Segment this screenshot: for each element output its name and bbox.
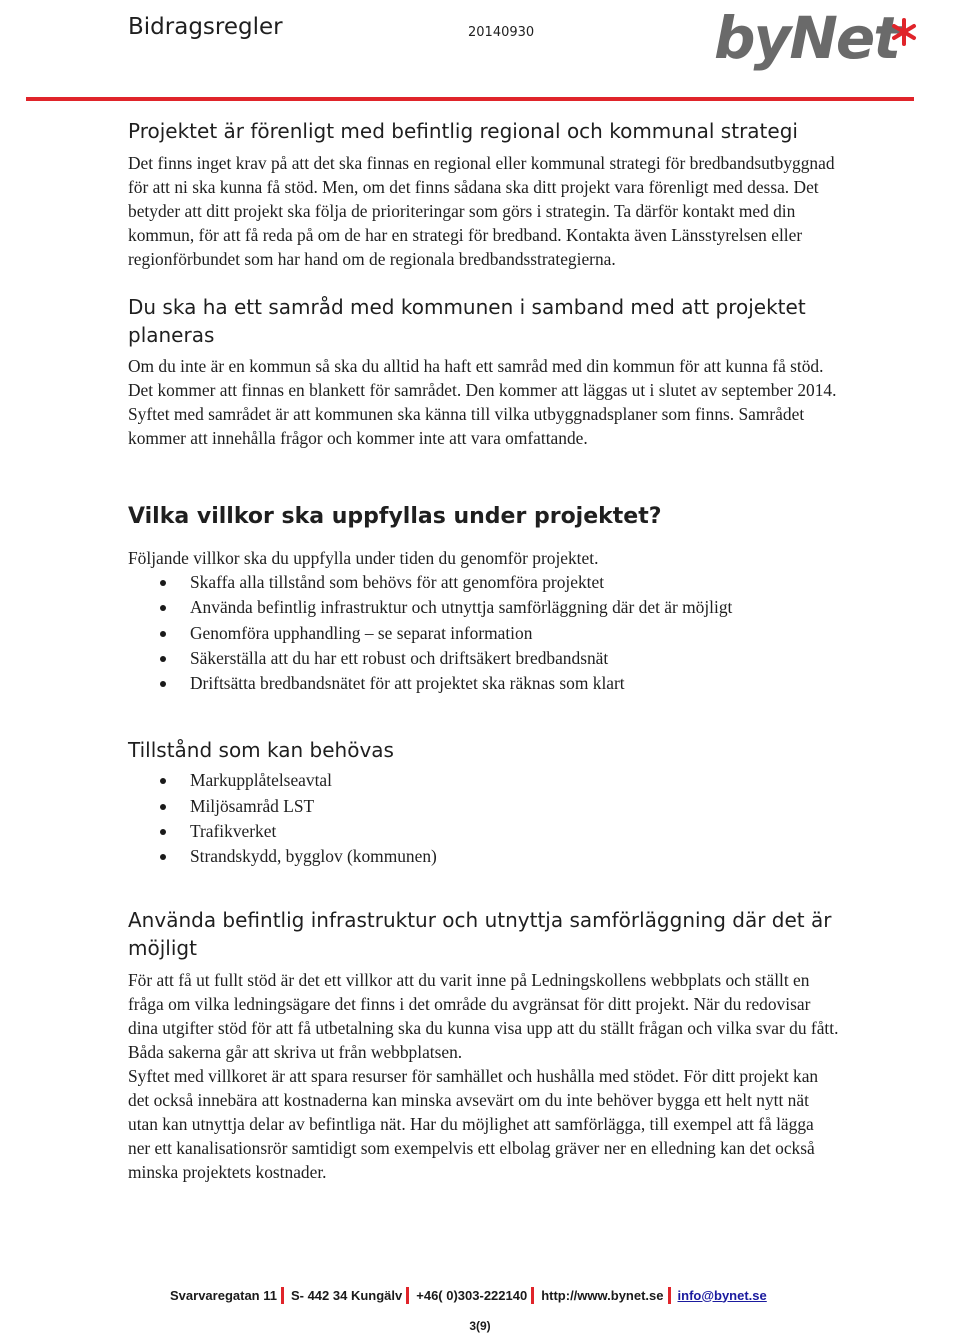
page-footer [170,1285,810,1305]
footer-postal: S- 442 34 Kungälv [290,1287,403,1303]
list-item: Strandskydd, bygglov (kommunen) [128,844,840,869]
section-strategy [128,117,840,271]
page-number: 3(9) [469,1319,491,1333]
footer-separator [406,1287,409,1304]
document-title: Bidragsregler [128,14,283,40]
footer-separator [531,1287,534,1304]
list-item: Skaffa alla tillstånd som behövs för att genomföra projektet [128,570,840,595]
section-heading: Använda befintlig infrastruktur och utnyttja samförläggning där det är möjligt [128,907,832,960]
list-item: Trafikverket [128,819,840,844]
document-date: 20140930 [468,25,535,40]
section-paragraph: Syftet med villkoret är att spara resurser för samhället och hushålla med stödet. För ditt projekt kan det också innebära att kostnaderna kan minska avsevärt om du inte behöver bygga ett helt nytt nät utan kan utnyttja delar av befintliga nät. Har du möjlighet att samförlägga, till exempel att få lägga ner ett kanalisationsrör samtidigt som exempelvis ett elbolag gräver ner en elledning kan det också minska projektets kostnader. [128,1065,819,1182]
section-paragraph: Om du inte är en kommun så ska du alltid ha haft ett samråd med din kommun för att kunna få stöd. Det kommer att finnas en blankett för samrådet. Den kommer att läggas ut i slutet av september 2014. Syftet med samrådet är att kommunen ska känna till vilka utbyggnadsplaner som finns. Samrådet kommer att innehålla frågor och kommer inte att vara omfattande. [128,356,837,448]
section-consultation [128,293,840,450]
section-heading: Projektet är förenligt med befintlig regional och kommunal strategi [128,119,798,143]
section-permits [128,736,840,869]
permits-list [128,768,840,869]
section-infrastructure [128,906,840,1184]
footer-address: Svarvaregatan 11 [170,1287,277,1303]
conditions-list [128,570,840,696]
section-conditions [128,502,840,696]
footer-separator [668,1287,671,1304]
header-divider [26,97,914,101]
list-item: Markupplåtelseavtal [128,768,840,793]
section-paragraph: För att få ut fullt stöd är det ett villkor att du varit inne på Ledningskollens webbplats och ställt en fråga om vilka ledningsägare det finns i det område du avgränsat för ditt projekt. När du redovisar dina utgifter stöd för att få utbetalning ska du kunna visa upp att du ställt frågan och vilka svar du fått. Båda sakerna går att skriva ut från webbplatsen. [128,969,839,1062]
section-heading: Vilka villkor ska uppfyllas under projektet? [128,504,662,529]
section-intro: Följande villkor ska du uppfylla under tiden du genomför projektet. [128,548,599,568]
section-paragraph: Det finns inget krav på att det ska finnas en regional eller kommunal strategi för bredbandsutbyggnad för att ni ska kunna få stöd. Men, om det finns sådana ska ditt projekt vara förenligt med dessa. Det betyder att ditt projekt ska följa de prioriteringar som görs i strategin. Ta därför kontakt med din kommun, för att få reda på om de har en strategi för bredband. Kontakta även Länsstyrelsen eller regionförbundet som har hand om de regionala bredbandsstrategierna. [128,153,835,269]
footer-web[interactable]: http://www.bynet.se [541,1287,664,1303]
list-item: Genomföra upphandling – se separat information [128,621,840,646]
list-item: Använda befintlig infrastruktur och utnyttja samförläggning där det är möjligt [128,595,840,620]
footer-phone: +46( 0)303-222140 [416,1287,528,1303]
list-item: Säkerställa att du har ett robust och driftsäkert bredbandsnät [128,646,840,671]
footer-separator [281,1287,284,1304]
bynet-logo [712,2,922,72]
section-heading: Tillstånd som kan behövas [128,738,394,763]
section-heading: Du ska ha ett samråd med kommunen i samband med att projektet planeras [128,295,806,347]
svg-text:byNet: byNet [714,4,899,72]
footer-email-link[interactable]: info@bynet.se [677,1287,767,1303]
list-item: Miljösamråd LST [128,794,840,819]
list-item: Driftsätta bredbandsnätet för att projektet ska räknas som klart [128,671,840,696]
document-body [128,117,840,1184]
